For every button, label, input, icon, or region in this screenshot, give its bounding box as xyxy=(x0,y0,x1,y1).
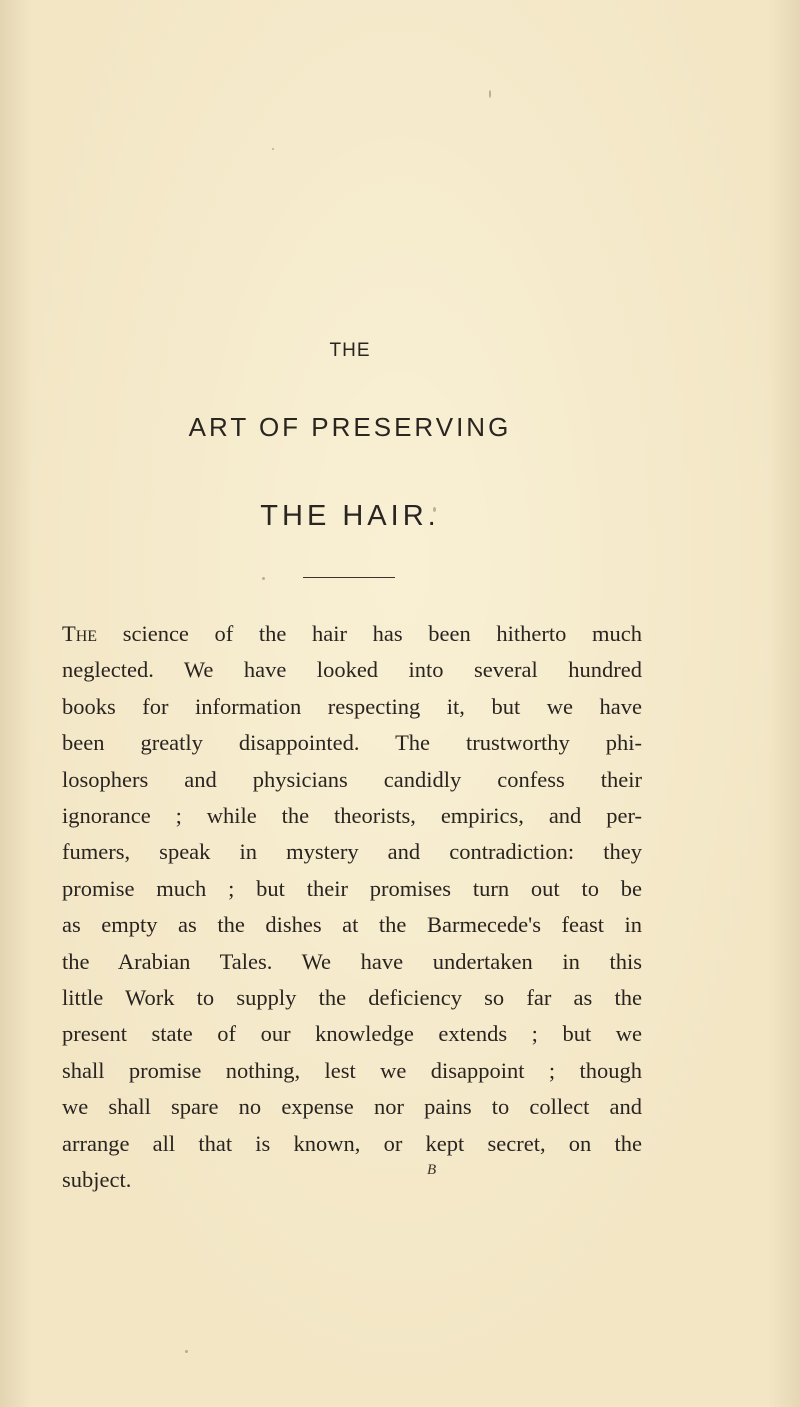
paragraph-line: present state of our knowledge extends ; but we xyxy=(62,1021,642,1047)
paragraph-line: losophers and physicians candidly confess their xyxy=(62,766,642,792)
paper-speck xyxy=(262,577,265,580)
paper-speck xyxy=(272,148,274,150)
chapter-title: ART OF PRESERVING xyxy=(188,412,512,442)
paragraph-line: the Arabian Tales. We have undertaken in this xyxy=(62,948,642,974)
paragraph-line: books for information respecting it, but we have xyxy=(62,693,642,719)
paragraph-line xyxy=(62,616,642,652)
paragraph-line: arrange all that is known, or kept secret, on the xyxy=(62,1130,642,1156)
paragraph-line: we shall spare no expense nor pains to collect and xyxy=(62,1094,642,1120)
heading-article: THE xyxy=(329,340,371,361)
paragraph-line: subject. xyxy=(62,1167,132,1193)
paper-speck xyxy=(489,90,491,98)
opening-word: The xyxy=(62,621,98,646)
chapter-subtitle: THE HAIR. xyxy=(260,500,440,532)
paragraph-line: neglected. We have looked into several hundred xyxy=(62,657,642,683)
paragraph-line: ignorance ; while the theorists, empirics, and per- xyxy=(62,803,642,829)
paragraph-line: promise much ; but their promises turn out to be xyxy=(62,875,642,901)
body-paragraph xyxy=(62,616,642,1199)
paper-speck xyxy=(185,1350,188,1353)
paragraph-line: little Work to supply the deficiency so far as the xyxy=(62,985,642,1011)
divider-rule xyxy=(303,577,395,578)
paragraph-line: fumers, speak in mystery and contradiction: they xyxy=(62,839,642,865)
paragraph-line: as empty as the dishes at the Barmecede's feast in xyxy=(62,912,642,938)
line-text: science of the hair has been hitherto much xyxy=(122,621,642,646)
paragraph-line: shall promise nothing, lest we disappoint ; though xyxy=(62,1057,642,1083)
signature-mark: B xyxy=(427,1162,437,1178)
paragraph-line: been greatly disappointed. The trustworthy phi- xyxy=(62,730,642,756)
